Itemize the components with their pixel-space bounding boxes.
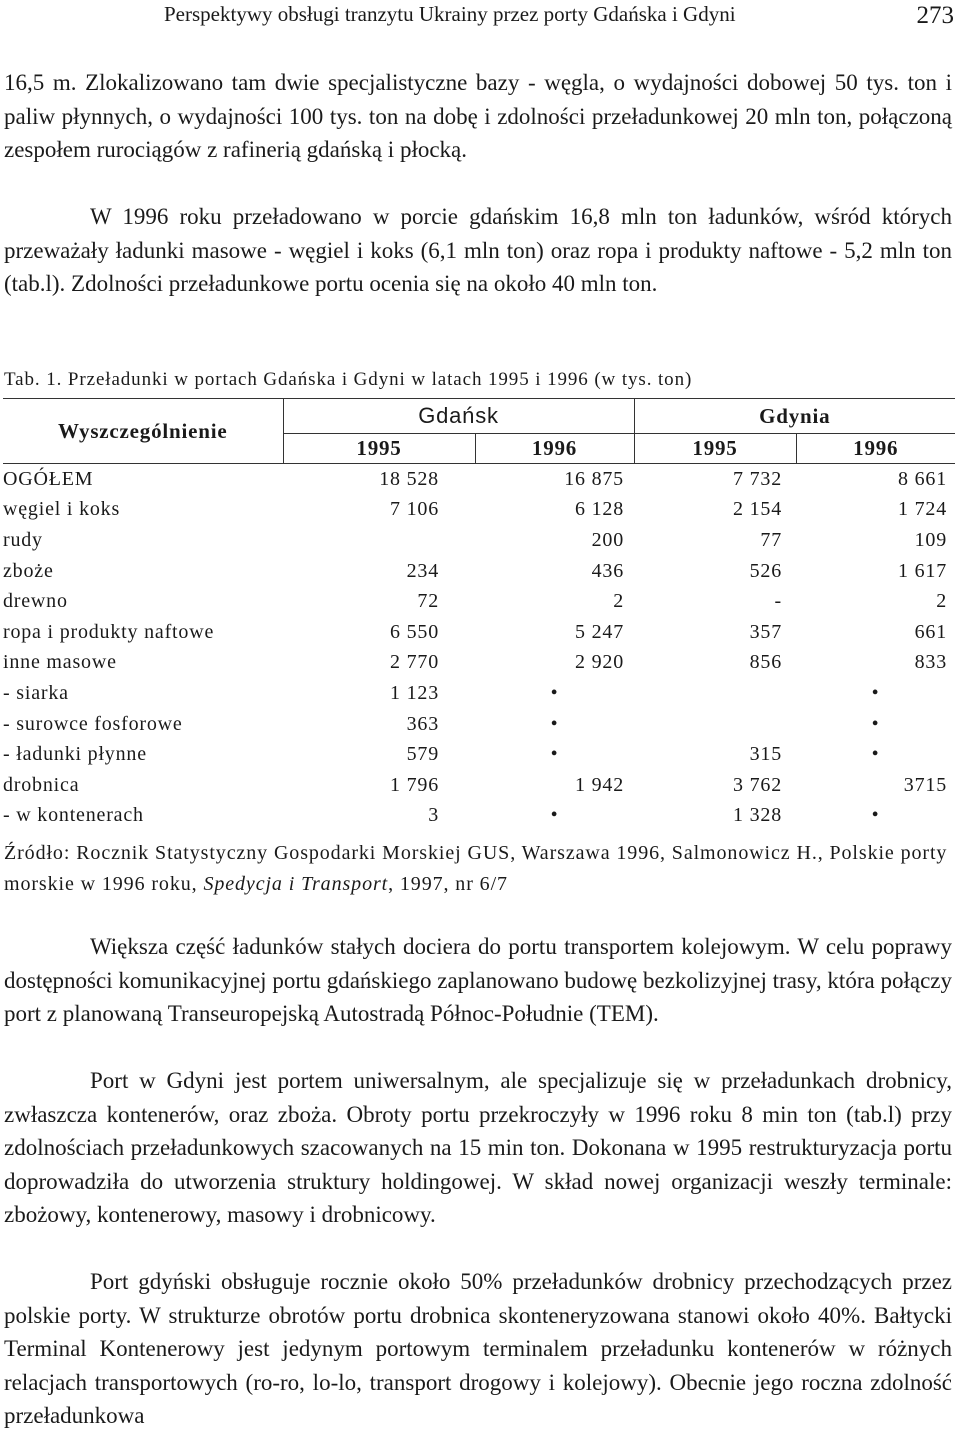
cell-value: 1 328 [733,804,782,827]
table-caption: Tab. 1. Przeładunki w portach Gdańska i Gdyni w latach 1995 i 1996 (w tys. ton) [4,369,693,390]
running-header: Perspektywy obsługi tranzytu Ukrainy przez porty Gdańska i Gdyni [164,2,736,26]
cell-value: • [871,743,880,766]
cell-value: 526 [749,559,782,582]
cell-value: 436 [591,559,624,582]
cell-value: 315 [749,743,782,766]
year-header: 1995 [283,434,475,464]
row-label: - ładunki płynne [3,743,147,766]
cell-value: • [871,681,880,704]
cell-value: 1 123 [390,681,439,704]
row-label: ropa i produkty naftowe [3,620,215,643]
cell-value: • [550,743,559,766]
table-row [3,525,955,556]
cell-value: 2 770 [390,651,439,674]
cell-value: 7 732 [733,467,782,490]
cell-value: 16 875 [564,467,624,490]
paragraph-gdynia-port: Port w Gdyni jest portem uniwersalnym, ale specjalizuje się w przeładunkach drobnicy, zwłaszcza kontenerów, oraz zboża. Obroty portu przekroczyły w 1996 roku 8 min ton (tab.l) przy zdolnościach przeładunkowych szacowanych na 15 min ton. Dokonana w 1995 restrukturyzacja portu doprowadziła do utworzenia struktury holdingowej. W skład nowej organizacji weszły terminale: zbożowy, kontenerowy, masowy i drobnicowy. [4,1068,952,1228]
table-row [3,770,955,801]
cell-value: • [550,804,559,827]
cell-value: 5 247 [575,620,624,643]
year-header: 1996 [796,434,955,464]
table-row [3,586,955,617]
row-label: drewno [3,590,68,613]
cell-value: 1 724 [898,498,947,521]
table-row [3,464,955,495]
cell-value: 234 [406,559,439,582]
cell-value: 856 [749,651,782,674]
cell-value: 3 [428,804,439,827]
table-row [3,495,955,526]
cell-value: 77 [760,528,782,551]
year-header: 1995 [634,434,796,464]
cell-value: 6 128 [575,498,624,521]
source-issue: , 1997, nr 6/7 [388,873,508,895]
cell-value: • [550,681,559,704]
cell-value: 1 796 [390,773,439,796]
paragraph-rail-access: Większa część ładunków stałych dociera do portu transportem kolejowym. W celu poprawy dostępności komunikacyjnej portu gdańskiego zaplanowano budowę bezkolizyjnej trasy, która połączy port z planowaną Transeuropejską Autostradą Północ-Południe (TEM). [4,934,952,1027]
cell-value: 2 920 [575,651,624,674]
row-label: inne masowe [3,651,117,674]
source-text: Źródło: Rocznik Statystyczny Gospodarki Morskiej GUS, Warszawa 1996, Salmonowicz H., Polskie porty morskie w 1996 roku, [4,842,948,895]
row-label: węgiel i koks [3,498,121,521]
cell-value: 3715 [903,773,947,796]
cell-value: 8 661 [898,467,947,490]
transshipment-table [3,398,955,831]
table-row [3,678,955,709]
cell-value: 579 [406,743,439,766]
table-row [3,739,955,770]
table-row [3,709,955,740]
cell-value: 2 154 [733,498,782,521]
cell-value: • [550,712,559,735]
cell-value: 2 [936,590,947,613]
cell-value: 109 [914,528,947,551]
cell-value: 833 [914,651,947,674]
cell-value: • [871,712,880,735]
cell-value: - [774,590,782,613]
row-label: - w kontenerach [3,804,144,827]
cell-value: 200 [591,528,624,551]
column-header-gdansk: Gdańsk [283,399,634,434]
cell-value: 18 528 [379,467,439,490]
cell-value [634,709,796,740]
column-header-label: Wyszczególnienie [3,399,283,464]
row-label: drobnica [3,773,80,796]
row-label: zboże [3,559,54,582]
row-label: rudy [3,528,43,551]
cell-value: 3 762 [733,773,782,796]
table-row [3,648,955,679]
table-row [3,617,955,648]
column-header-gdynia: Gdynia [634,399,955,434]
row-label: OGÓŁEM [3,467,94,490]
cell-value: 1 617 [898,559,947,582]
row-label: - siarka [3,681,69,704]
cell-value: 6 550 [390,620,439,643]
cell-value [634,678,796,709]
cell-value: 357 [749,620,782,643]
cell-value [283,525,475,556]
cell-value: • [871,804,880,827]
cell-value: 363 [406,712,439,735]
table-row [3,556,955,587]
cell-value: 7 106 [390,498,439,521]
source-journal: Spedycja i Transport [203,873,389,895]
page-number: 273 [916,2,954,29]
year-header: 1996 [475,434,634,464]
paragraph-1996: W 1996 roku przeładowano w porcie gdańskim 16,8 mln ton ładunków, wśród których przeważały ładunki masowe - węgiel i koks (6,1 mln ton) oraz ropa i produkty naftowe - 5,2 mln ton (tab.l). Zdolności przeładunkowe portu ocenia się na około 40 mln ton. [4,204,952,297]
cell-value: 661 [914,620,947,643]
table-source [4,838,954,900]
paragraph-general-cargo: Port gdyński obsługuje rocznie około 50% przeładunków drobnicy przechodzących przez polskie porty. W strukturze obrotów portu drobnica skonteneryzowana stanowi około 40%. Bałtycki Terminal Kontenerowy jest jedynym portowym terminalem przeładunku kontenerów w różnych relacjach transportowych (ro-ro, lo-lo, transport drogowy i kolejowy). Obecnie jego roczna zdolność przeładunkowa [4,1269,952,1429]
cell-value: 2 [613,590,624,613]
cell-value: 1 942 [575,773,624,796]
row-label: - surowce fosforowe [3,712,183,735]
cell-value: 72 [417,590,439,613]
table-row [3,801,955,832]
intro-paragraph: 16,5 m. Zlokalizowano tam dwie specjalistyczne bazy - węgla, o wydajności dobowej 50 tys. ton i paliw płynnych, o wydajności 100 tys. ton na dobę i zdolności przeładunkowej 20 mln ton, połączoną zespołem rurociągów z rafinerią gdańską i płocką. [4,70,952,163]
